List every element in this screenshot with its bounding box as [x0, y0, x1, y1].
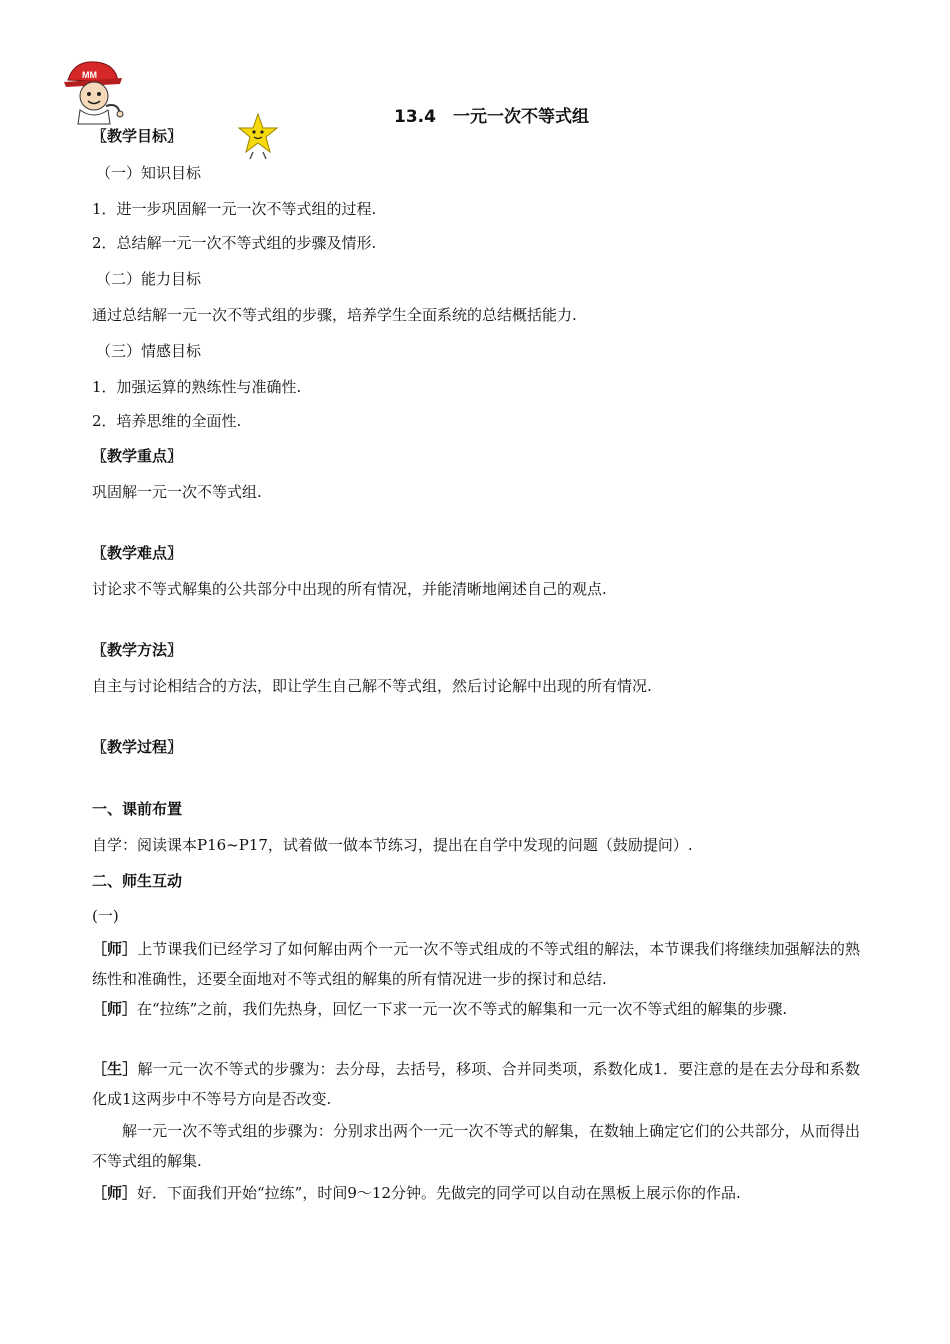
mascot-logo [60, 56, 126, 126]
step2-heading: 二、师生互动 [92, 872, 183, 890]
dialogue-paragraph [92, 1116, 860, 1176]
step1-heading: 一、课前布置 [92, 800, 183, 818]
emotion-item-2: 2．培养思维的全面性. [92, 412, 242, 430]
dialogue-paragraph [92, 994, 860, 1024]
dialogue-text: 在“拉练”之前，我们先热身，回忆一下求一元一次不等式的解集和一元一次不等式组的解集的步骤. [137, 1000, 788, 1018]
keypoint-text: 巩固解一元一次不等式组. [92, 483, 262, 501]
step2-subheading: (一) [92, 907, 119, 925]
emotion-heading: （三）情感目标 [96, 342, 202, 360]
emotion-item-1: 1．加强运算的熟练性与准确性. [92, 378, 302, 396]
knowledge-heading: （一）知识目标 [96, 164, 202, 182]
method-heading: 〖教学方法〗 [92, 641, 183, 659]
dialogue-text: 解一元一次不等式的步骤为：去分母，去括号，移项、合并同类项，系数化成1．要注意的是在去分母和系数化成1这两步中不等号方向是否改变. [92, 1060, 860, 1108]
step1-text: 自学：阅读课本P16~P17，试着做一做本节练习，提出在自学中发现的问题（鼓励提问）. [92, 836, 693, 854]
dialogue-text: 上节课我们已经学习了如何解由两个一元一次不等式组成的不等式组的解法，本节课我们将继续加强解法的熟练性和准确性，还要全面地对不等式组的解集的所有情况进一步的探讨和总结. [92, 940, 860, 988]
dialogue-text: 好．下面我们开始“拉练”，时间9～12分钟。先做完的同学可以自动在黑板上展示你的作品. [137, 1184, 741, 1202]
logo-cap-text: MM [82, 70, 97, 80]
method-text: 自主与讨论相结合的方法，即让学生自己解不等式组，然后讨论解中出现的所有情况. [92, 677, 652, 695]
star-icon [238, 112, 278, 160]
knowledge-item-2: 2．总结解一元一次不等式组的步骤及情形. [92, 234, 377, 252]
dialogue-paragraph [92, 1054, 860, 1114]
speaker-tag: ［师］ [92, 1000, 138, 1018]
difficulty-text: 讨论求不等式解集的公共部分中出现的所有情况，并能清晰地阐述自己的观点. [92, 580, 607, 598]
knowledge-item-1: 1．进一步巩固解一元一次不等式组的过程. [92, 200, 377, 218]
ability-item-1: 通过总结解一元一次不等式组的步骤，培养学生全面系统的总结概括能力. [92, 306, 577, 324]
goals-heading: 〖教学目标〗 [92, 127, 183, 145]
speaker-tag: ［师］ [92, 1184, 138, 1202]
keypoint-heading: 〖教学重点〗 [92, 447, 183, 465]
dialogue-paragraph [92, 934, 860, 994]
speaker-tag: ［生］ [92, 1060, 138, 1078]
speaker-tag: ［师］ [92, 940, 138, 958]
difficulty-heading: 〖教学难点〗 [92, 544, 183, 562]
dialogue-text: 解一元一次不等式组的步骤为：分别求出两个一元一次不等式的解集，在数轴上确定它们的公共部分，从而得出不等式组的解集. [92, 1122, 860, 1170]
page-title: 13.4 一元一次不等式组 [394, 107, 589, 127]
process-heading: 〖教学过程〗 [92, 738, 183, 756]
ability-heading: （二）能力目标 [96, 270, 202, 288]
dialogue-paragraph [92, 1178, 860, 1208]
